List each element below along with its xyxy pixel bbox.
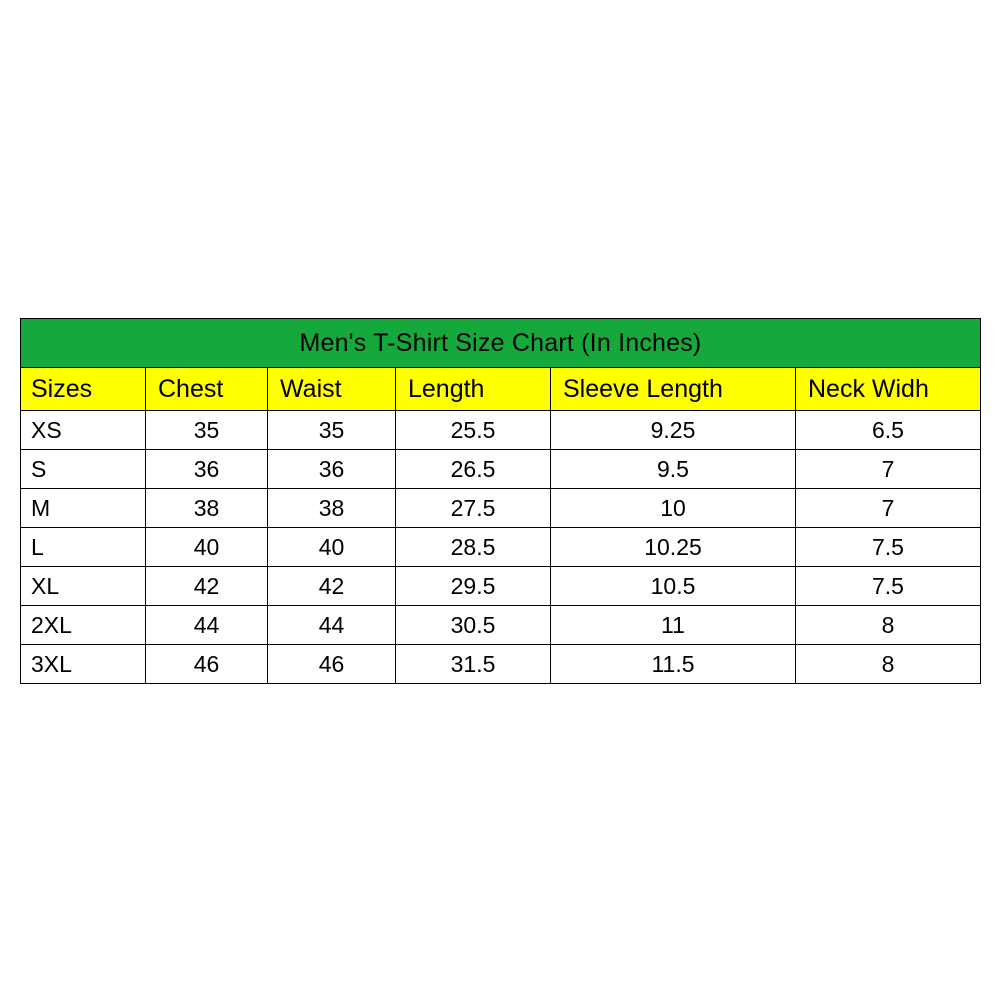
column-header-waist: Waist — [268, 368, 396, 411]
cell-length: 30.5 — [396, 606, 551, 645]
cell-neck-width: 8 — [796, 606, 981, 645]
mens-tshirt-size-chart-table — [20, 318, 981, 684]
cell-waist: 36 — [268, 450, 396, 489]
cell-length: 28.5 — [396, 528, 551, 567]
table-row — [21, 528, 981, 567]
cell-size: L — [21, 528, 146, 567]
column-header-neck-width: Neck Widh — [796, 368, 981, 411]
column-header-sizes: Sizes — [21, 368, 146, 411]
cell-size: S — [21, 450, 146, 489]
cell-chest: 36 — [146, 450, 268, 489]
size-chart-container — [20, 318, 980, 684]
cell-length: 31.5 — [396, 645, 551, 684]
cell-sleeve-length: 11 — [551, 606, 796, 645]
column-header-chest: Chest — [146, 368, 268, 411]
cell-size: XS — [21, 411, 146, 450]
cell-chest: 46 — [146, 645, 268, 684]
cell-size: 2XL — [21, 606, 146, 645]
cell-waist: 40 — [268, 528, 396, 567]
cell-neck-width: 6.5 — [796, 411, 981, 450]
cell-length: 25.5 — [396, 411, 551, 450]
table-header-row — [21, 368, 981, 411]
cell-neck-width: 7.5 — [796, 528, 981, 567]
chart-title: Men's T-Shirt Size Chart (In Inches) — [21, 319, 981, 368]
table-row — [21, 567, 981, 606]
cell-length: 29.5 — [396, 567, 551, 606]
table-row — [21, 411, 981, 450]
cell-neck-width: 8 — [796, 645, 981, 684]
table-row — [21, 606, 981, 645]
cell-sleeve-length: 9.5 — [551, 450, 796, 489]
cell-sleeve-length: 9.25 — [551, 411, 796, 450]
cell-length: 26.5 — [396, 450, 551, 489]
cell-sleeve-length: 10 — [551, 489, 796, 528]
cell-neck-width: 7 — [796, 450, 981, 489]
column-header-sleeve-length: Sleeve Length — [551, 368, 796, 411]
cell-size: XL — [21, 567, 146, 606]
cell-chest: 40 — [146, 528, 268, 567]
cell-sleeve-length: 10.5 — [551, 567, 796, 606]
cell-waist: 44 — [268, 606, 396, 645]
cell-waist: 38 — [268, 489, 396, 528]
cell-chest: 42 — [146, 567, 268, 606]
cell-sleeve-length: 10.25 — [551, 528, 796, 567]
table-row — [21, 645, 981, 684]
table-row — [21, 450, 981, 489]
cell-waist: 42 — [268, 567, 396, 606]
cell-chest: 38 — [146, 489, 268, 528]
cell-size: 3XL — [21, 645, 146, 684]
cell-sleeve-length: 11.5 — [551, 645, 796, 684]
table-row — [21, 489, 981, 528]
cell-chest: 44 — [146, 606, 268, 645]
cell-neck-width: 7.5 — [796, 567, 981, 606]
cell-neck-width: 7 — [796, 489, 981, 528]
cell-waist: 46 — [268, 645, 396, 684]
table-title-row — [21, 319, 981, 368]
cell-length: 27.5 — [396, 489, 551, 528]
cell-size: M — [21, 489, 146, 528]
column-header-length: Length — [396, 368, 551, 411]
cell-chest: 35 — [146, 411, 268, 450]
cell-waist: 35 — [268, 411, 396, 450]
